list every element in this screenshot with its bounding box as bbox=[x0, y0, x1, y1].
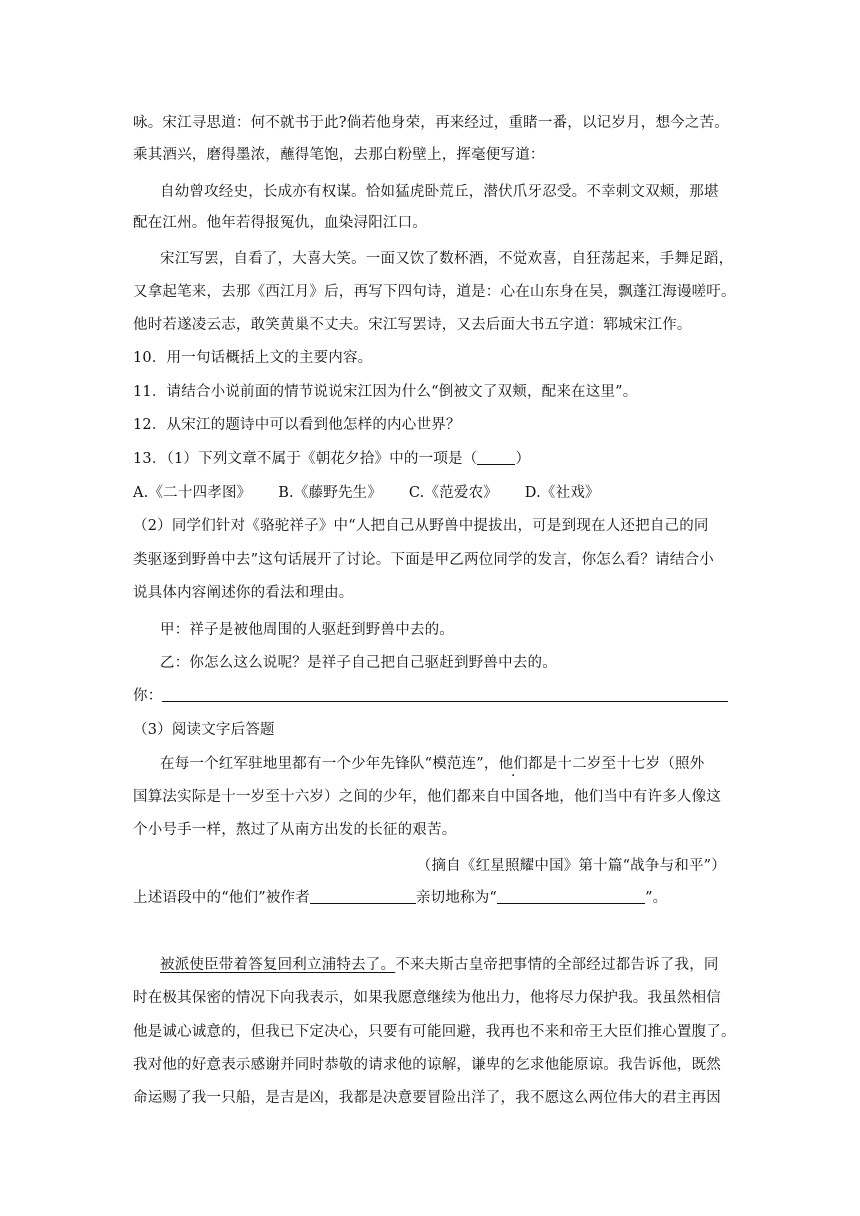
student-jia: 甲：祥子是被他周围的人驱赶到野兽中去的。 bbox=[160, 622, 454, 638]
option-b: B.《藤野先生》 bbox=[278, 485, 383, 501]
passage2-line: 命运赐了我一只船，是吉是凶，我都是决意要冒险出洋了，我不愿这么两位伟大的君主再因 bbox=[133, 1090, 721, 1106]
question-13-prefix: 13．（1）下列文章不属于《朝花夕拾》中的一项是（ bbox=[133, 451, 478, 467]
passage2-line: 时在极其保密的情况下向我表示，如果我愿意继续为他出力，他将尽力保护我。我虽然相信 bbox=[133, 990, 721, 1006]
answer-label: 你： bbox=[133, 688, 163, 704]
text-line: 又拿起笔来，去那《西江月》后，再写下四句诗，道是：心在山东身在吴，飘蓬江海谩嗟吁。 bbox=[133, 284, 736, 300]
text-line: 咏。宋江寻思道：何不就书于此?倘若他身荣，再来经过，重睹一番，以记岁月，想今之苦。 bbox=[133, 115, 729, 131]
source-citation: （摘自《红星照耀中国》第十篇“战争与和平”） bbox=[416, 858, 726, 874]
poem-line: 配在江州。他年若得报冤仇，血染浔阳江口。 bbox=[133, 215, 427, 231]
question-13-2-line: （2）同学们针对《骆驼祥子》中“人把自己从野兽中提拔出，可是到现在人还把自己的同 bbox=[133, 518, 709, 534]
text-line: 宋江写罢，自看了，大喜大笑。一面又饮了数杯酒，不觉欢喜，自狂荡起来，手舞足蹈， bbox=[160, 251, 734, 267]
fill-in-line bbox=[133, 888, 667, 908]
question-13-1 bbox=[133, 449, 530, 469]
fill-text: 上述语段中的“他们”被作者 bbox=[133, 890, 310, 906]
passage-text: 不来夫斯古皇帝把事情的全部经过都告诉了我，同 bbox=[395, 957, 719, 973]
poem-line: 自幼曾攻经史，长成亦有权谋。恰如猛虎卧荒丘，潜伏爪牙忍受。不幸刺文双颊，那堪 bbox=[160, 184, 719, 200]
fill-text: ”。 bbox=[645, 890, 668, 906]
text-line: 他时若遂凌云志，敢笑黄巢不丈夫。宋江写罢诗，又去后面大书五字道：郓城宋江作。 bbox=[133, 317, 692, 333]
passage2-line bbox=[160, 955, 719, 975]
passage-line: 个小号手一样，熬过了从南方出发的长征的艰苦。 bbox=[133, 822, 457, 838]
answer-blank[interactable] bbox=[497, 889, 645, 904]
text-line: 乘其酒兴，磨得墨浓，蘸得笔饱，去那白粉壁上，挥毫便写道： bbox=[133, 147, 545, 163]
answer-blank[interactable] bbox=[477, 450, 515, 465]
passage-line: 国算法实际是十一岁至十六岁）之间的少年，他们都来自中国各地，他们当中有许多人像这 bbox=[133, 789, 721, 805]
question-13-3: （3）阅读文字后答题 bbox=[133, 722, 275, 738]
option-d: D.《社戏》 bbox=[524, 485, 600, 501]
fill-text: 亲切地称为“ bbox=[415, 890, 498, 906]
underlined-sentence: 被派使臣带着答复回利立浦特去了。 bbox=[160, 957, 396, 973]
student-yi: 乙：你怎么这么说呢？是祥子自己把自己驱赶到野兽中去的。 bbox=[160, 655, 557, 671]
option-c: C.《范爱农》 bbox=[408, 485, 498, 501]
answer-blank[interactable] bbox=[310, 889, 416, 904]
question-13-2-line: 类驱逐到野兽中去”这句话展开了讨论。下面是甲乙两位同学的发言，你怎么看？请结合小 bbox=[133, 552, 714, 568]
passage-text: 在每一个红军驻地里都有一个少年先锋队“模范连”， bbox=[160, 756, 499, 772]
option-a: A.《二十四孝图》 bbox=[133, 485, 252, 501]
question-12: 12．从宋江的题诗中可以看到他怎样的内心世界？ bbox=[133, 417, 461, 433]
question-13-suffix: ） bbox=[515, 451, 531, 467]
passage-text: 都是十二岁至十七岁（照外 bbox=[528, 756, 705, 772]
question-13-2-line: 说具体内容阐述你的看法和理由。 bbox=[133, 585, 354, 601]
passage2-line: 他是诚心诚意的，但我已下定决心，只要有可能回避，我再也不来和帝王大臣们推心置腹了。 bbox=[133, 1024, 736, 1040]
answer-blank[interactable] bbox=[162, 687, 728, 702]
answer-line bbox=[133, 686, 728, 706]
options-row bbox=[133, 483, 622, 503]
passage2-line: 我对他的好意表示感谢并同时恭敬的请求他的谅解，谦卑的乞求他能原谅。我告诉他，既然 bbox=[133, 1057, 721, 1073]
passage-line bbox=[160, 754, 704, 774]
emphasized-word: 他们 bbox=[498, 756, 529, 772]
question-11: 11．请结合小说前面的情节说说宋江因为什么“倒被文了双颊，配来在这里”。 bbox=[133, 384, 638, 400]
question-10: 10．用一句话概括上文的主要内容。 bbox=[133, 350, 373, 366]
